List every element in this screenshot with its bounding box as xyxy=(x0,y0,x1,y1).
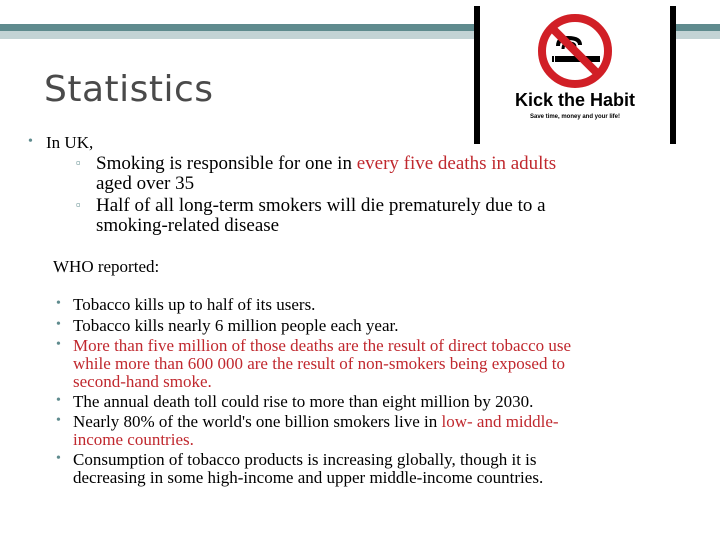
bullet-icon: • xyxy=(56,296,61,311)
who-point-6-line-2: decreasing in some high-income and upper middle-income countries. xyxy=(73,468,544,487)
who-point-2: Tobacco kills nearly 6 million people each year. xyxy=(73,316,399,335)
who-heading: WHO reported: xyxy=(53,257,160,276)
kick-the-habit-logo xyxy=(474,6,676,144)
sub-bullet-icon: ▫ xyxy=(76,197,81,212)
sub-bullet-icon: ▫ xyxy=(76,155,81,170)
who-point-1: Tobacco kills up to half of its users. xyxy=(73,295,316,314)
who-point-3-line-3: second-hand smoke. xyxy=(73,372,212,391)
bullet-icon: • xyxy=(56,317,61,332)
who-point-3-line-1: More than five million of those deaths are the result of direct tobacco use xyxy=(73,336,572,355)
who-point-3-line-2: while more than 600 000 are the result of non-smokers being exposed to xyxy=(73,354,565,373)
uk-point-1-cont: aged over 35 xyxy=(96,173,195,194)
no-smoking-icon xyxy=(536,12,614,90)
logo-heading: Kick the Habit xyxy=(514,90,636,110)
bullet-icon: • xyxy=(56,393,61,408)
uk-point-2-cont: smoking-related disease xyxy=(96,215,280,236)
who-point-4: The annual death toll could rise to more than eight million by 2030. xyxy=(73,392,534,411)
bullet-icon: • xyxy=(56,451,61,466)
uk-point-1: Smoking is responsible for one in every five deaths in adults xyxy=(96,153,557,174)
intro-text: In UK, xyxy=(46,133,94,152)
logo-tagline: Save time, money and your life! xyxy=(529,114,621,120)
bullet-icon: • xyxy=(56,413,61,428)
slide-title: Statistics xyxy=(44,69,214,110)
who-point-5-line-1: Nearly 80% of the world's one billion smokers live in low- and middle- xyxy=(73,412,559,431)
bullet-icon: • xyxy=(28,134,33,149)
bullet-icon: • xyxy=(56,337,61,352)
who-point-6-line-1: Consumption of tobacco products is increasing globally, though it is xyxy=(73,450,537,469)
who-point-5-line-2: income countries. xyxy=(73,430,194,449)
uk-point-2: Half of all long-term smokers will die prematurely due to a xyxy=(96,195,546,216)
